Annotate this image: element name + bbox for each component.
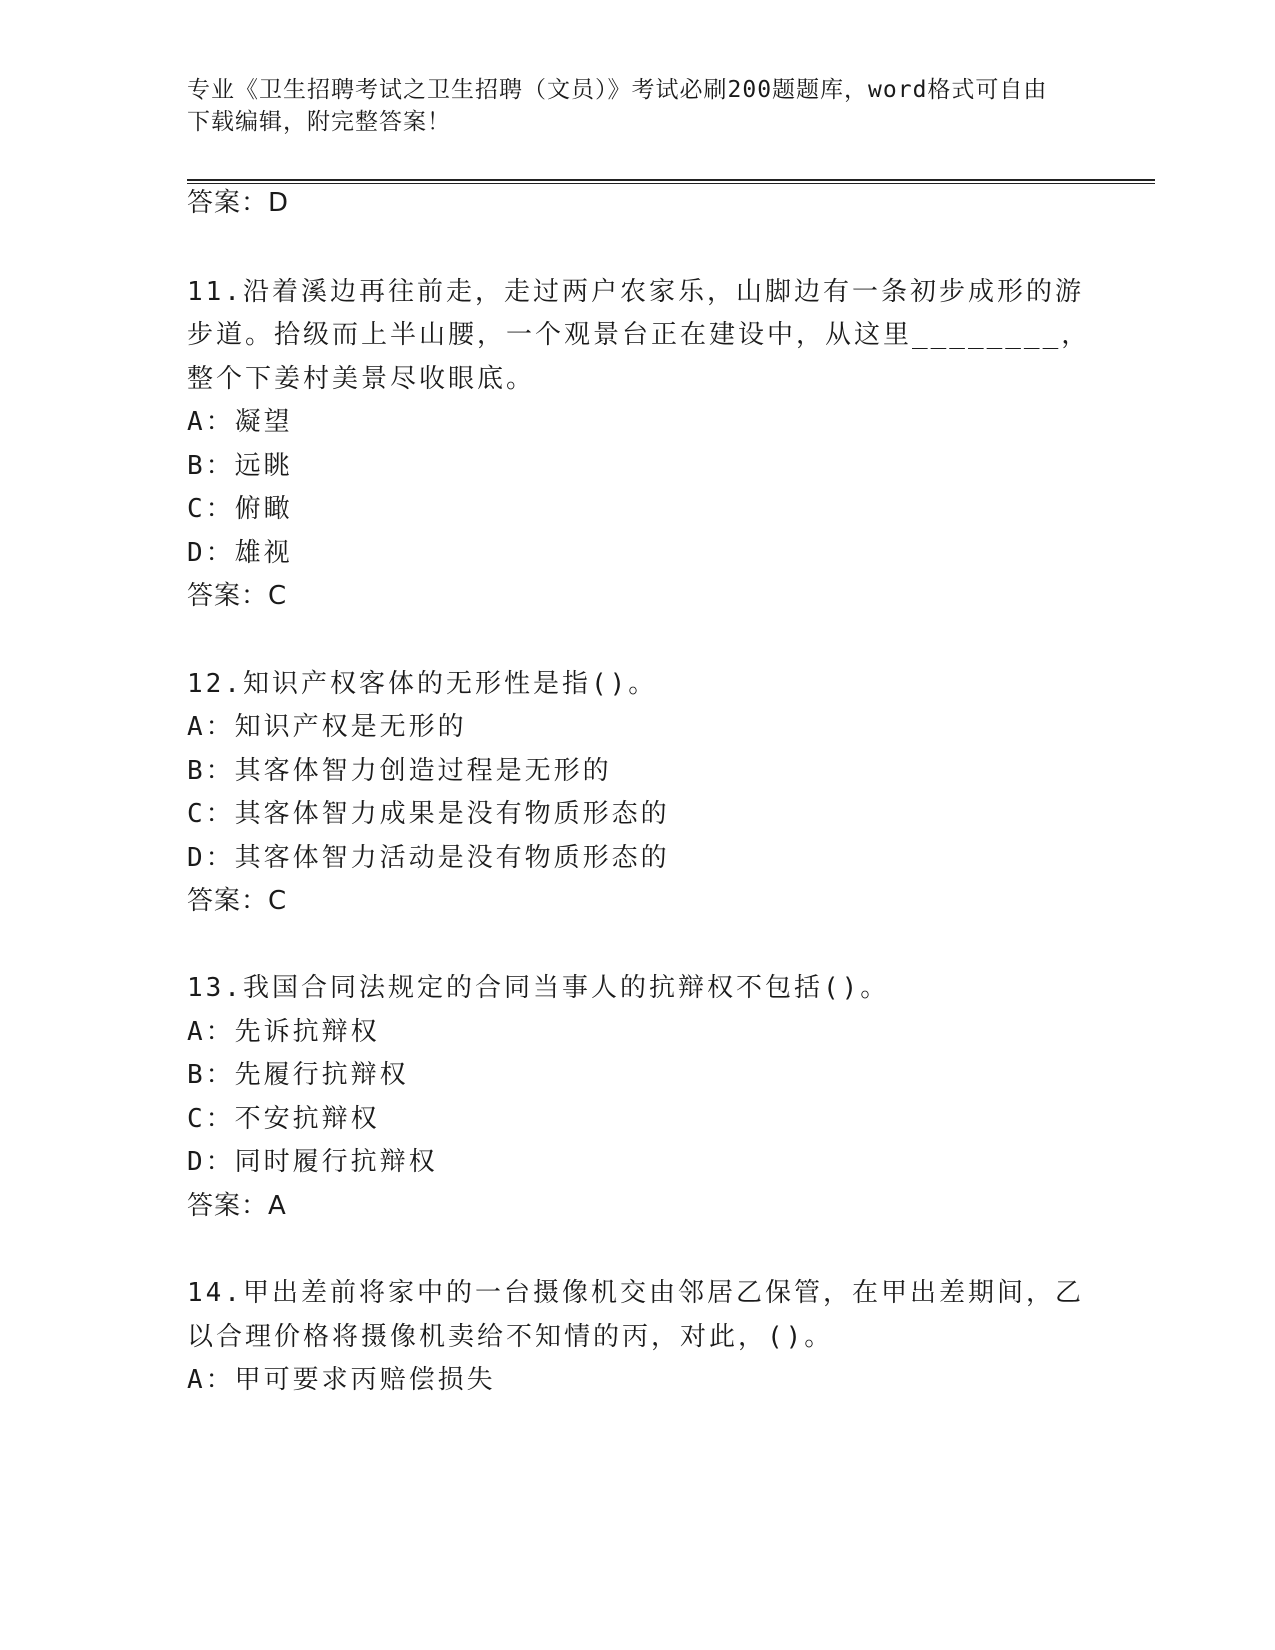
question-stem-line: 13.我国合同法规定的合同当事人的抗辩权不包括()。	[187, 973, 890, 1003]
option-d: D：雄视	[187, 538, 293, 568]
question-stem-line: 14.甲出差前将家中的一台摄像机交由邻居乙保管，在甲出差期间，乙	[187, 1278, 1084, 1308]
option-a: A：凝望	[187, 407, 293, 437]
option-a: A：甲可要求丙赔偿损失	[187, 1365, 496, 1395]
option-d: D：其客体智力活动是没有物质形态的	[187, 843, 670, 873]
question-stem-line: 12.知识产权客体的无形性是指()。	[187, 669, 658, 699]
answer-line: 答案：C	[187, 886, 288, 916]
question-stem-line: 步道。拾级而上半山腰，一个观景台正在建设中，从这里________，	[187, 320, 1091, 350]
option-c: C：俯瞰	[187, 494, 293, 524]
answer-line: 答案：D	[187, 188, 290, 218]
option-d: D：同时履行抗辩权	[187, 1147, 438, 1177]
option-a: A：知识产权是无形的	[187, 712, 467, 742]
option-c: C：其客体智力成果是没有物质形态的	[187, 799, 670, 829]
option-b: B：其客体智力创造过程是无形的	[187, 756, 612, 786]
question-stem-line: 整个下姜村美景尽收眼底。	[187, 364, 536, 394]
page-header: 专业《卫生招聘考试之卫生招聘（文员）》考试必刷200题题库，word格式可自由下载编辑，附完整答案！	[187, 77, 1048, 135]
header-divider	[187, 179, 1155, 184]
option-c: C：不安抗辩权	[187, 1104, 380, 1134]
option-b: B：先履行抗辩权	[187, 1060, 409, 1090]
answer-line: 答案：C	[187, 581, 288, 611]
answer-line: 答案：A	[187, 1191, 287, 1221]
option-a: A：先诉抗辩权	[187, 1017, 380, 1047]
question-stem-line: 以合理价格将摄像机卖给不知情的丙，对此，()。	[187, 1322, 834, 1352]
option-b: B：远眺	[187, 451, 293, 481]
question-stem-line: 11.沿着溪边再往前走，走过两户农家乐，山脚边有一条初步成形的游	[187, 277, 1084, 307]
